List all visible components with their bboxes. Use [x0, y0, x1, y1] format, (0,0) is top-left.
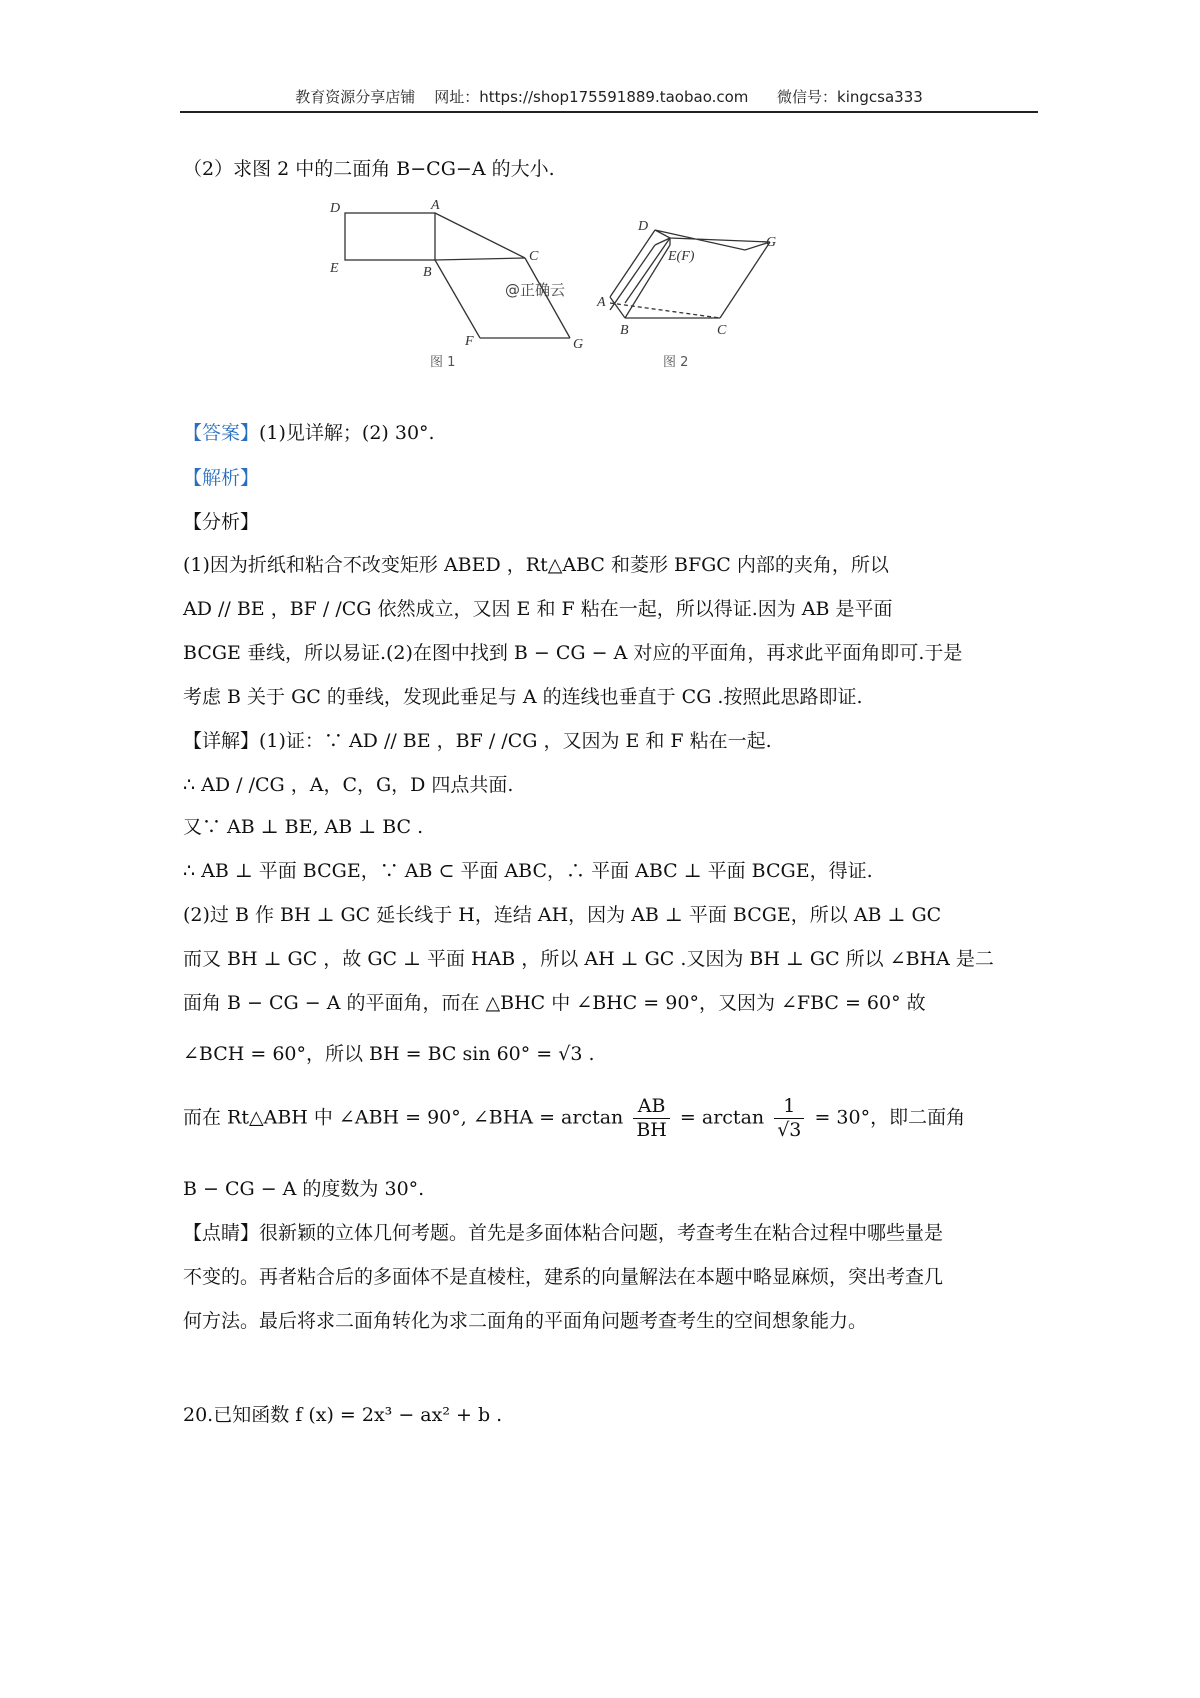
watermark-text: @正确云	[505, 281, 566, 299]
fig1-label-c: C	[529, 249, 539, 264]
figure-caption-2: 图 2	[663, 355, 689, 370]
shop-url: 网址：https://shop175591889.taobao.com	[434, 88, 749, 106]
wechat-id: 微信号：kingcsa333	[777, 88, 923, 106]
dianjing-line-2: 不变的。再者粘合后的多面体不是直棱柱，建系的向量解法在本题中略显麻烦，突出考查几	[183, 1266, 944, 1288]
fig1-label-e: E	[330, 261, 339, 276]
fig2-label-c: C	[717, 323, 727, 338]
fig1-label-g: G	[573, 337, 584, 352]
fig2-label-g: G	[766, 235, 777, 250]
fig2-label-ef: E(F)	[668, 249, 695, 264]
dianjing-line-1: 【点睛】很新颖的立体几何考题。首先是多面体粘合问题，考查考生在粘合过程中哪些量是	[183, 1222, 944, 1244]
fig1-label-a: A	[431, 200, 440, 213]
rectangle-abed	[345, 213, 435, 260]
dianjing-line-3: 何方法。最后将求二面角转化为求二面角的平面角问题考查考生的空间想象能力。	[183, 1310, 868, 1332]
question-2: （2）求图 2 中的二面角 B−CG−A 的大小.	[183, 158, 555, 180]
fig1-label-b: B	[423, 265, 432, 280]
fraction-suffix: = 30°，即二面角	[814, 1106, 966, 1129]
fraction-1-numerator: AB	[633, 1095, 670, 1119]
fig1-label-f: F	[465, 334, 474, 349]
analysis-line-3: BCGE 垂线，所以易证.(2)在图中找到 B − CG − A 对应的平面角，再求此平面角即可.于是	[183, 642, 963, 664]
detail-line-2: ∴ AD / /CG ，A，C，G，D 四点共面.	[183, 774, 514, 796]
detail-line-7: 面角 B − CG − A 的平面角，而在 △BHC 中 ∠BHC = 90°，又因为 ∠FBC = 60° 故	[183, 992, 926, 1014]
detail-line-1: 【详解】(1)证：∵ AD // BE ，BF / /CG ，又因为 E 和 F 粘在一起.	[183, 730, 772, 752]
detail-line-3: 又∵ AB ⊥ BE, AB ⊥ BC .	[183, 816, 424, 838]
fraction-2-numerator: 1	[774, 1095, 804, 1119]
fenxi-tag: 【分析】	[183, 511, 260, 533]
detail-line-8: ∠BCH = 60°，所以 BH = BC sin 60° = √3 .	[183, 1043, 595, 1065]
jiexi-tag: 【解析】	[183, 467, 260, 489]
fraction-2-denominator: √3	[777, 1118, 802, 1141]
edge-bc	[435, 258, 525, 260]
detail-line-4: ∴ AB ⊥ 平面 BCGE，∵ AB ⊂ 平面 ABC，∴ 平面 ABC ⊥ 平面 BCGE，得证.	[183, 860, 873, 882]
fraction-mid: = arctan	[679, 1106, 765, 1129]
fraction-prefix: 而在 Rt△ABH 中 ∠ABH = 90°, ∠BHA = arctan	[183, 1106, 624, 1129]
page-header	[180, 86, 1038, 112]
answer-tag: 【答案】	[183, 422, 260, 444]
analysis-line-2: AD // BE ，BF / /CG 依然成立，又因 E 和 F 粘在一起，所以得证.因为 AB 是平面	[183, 598, 893, 620]
edge-ac	[435, 213, 525, 258]
fig2-label-a: A	[597, 295, 606, 310]
detail-line-6: 而又 BH ⊥ GC ，故 GC ⊥ 平面 HAB ，所以 AH ⊥ GC .又因为 BH ⊥ GC 所以 ∠BHA 是二	[183, 948, 994, 970]
answer-line	[183, 422, 1043, 445]
figure-caption-1: 图 1	[430, 355, 456, 370]
shop-name: 教育资源分享店铺	[295, 88, 416, 106]
conclusion-line: B − CG − A 的度数为 30°.	[183, 1178, 425, 1200]
fraction-1-sqrt3	[774, 1095, 804, 1142]
fraction-line	[183, 1095, 1043, 1142]
header-rule	[180, 111, 1038, 113]
fraction-ab-bh	[633, 1095, 670, 1142]
fig2-label-b: B	[620, 323, 629, 338]
fraction-1-denominator: BH	[636, 1118, 667, 1141]
geometry-figure	[325, 200, 805, 380]
fig2-label-d: D	[638, 219, 649, 234]
edge-bf	[435, 260, 480, 338]
analysis-line-4: 考虑 B 关于 GC 的垂线，发现此垂足与 A 的连线也垂直于 CG .按照此思路即证.	[183, 686, 863, 708]
answer-text: (1)见详解；(2) 30°.	[259, 422, 435, 444]
question-20: 20.已知函数 f (x) = 2x³ − ax² + b .	[183, 1404, 503, 1426]
detail-line-5: (2)过 B 作 BH ⊥ GC 延长线于 H，连结 AH，因为 AB ⊥ 平面 BCGE，所以 AB ⊥ GC	[183, 904, 942, 926]
analysis-line-1: (1)因为折纸和粘合不改变矩形 ABED ，Rt△ABC 和菱形 BFGC 内部的夹角，所以	[183, 554, 889, 576]
fig1-label-d: D	[330, 201, 341, 216]
